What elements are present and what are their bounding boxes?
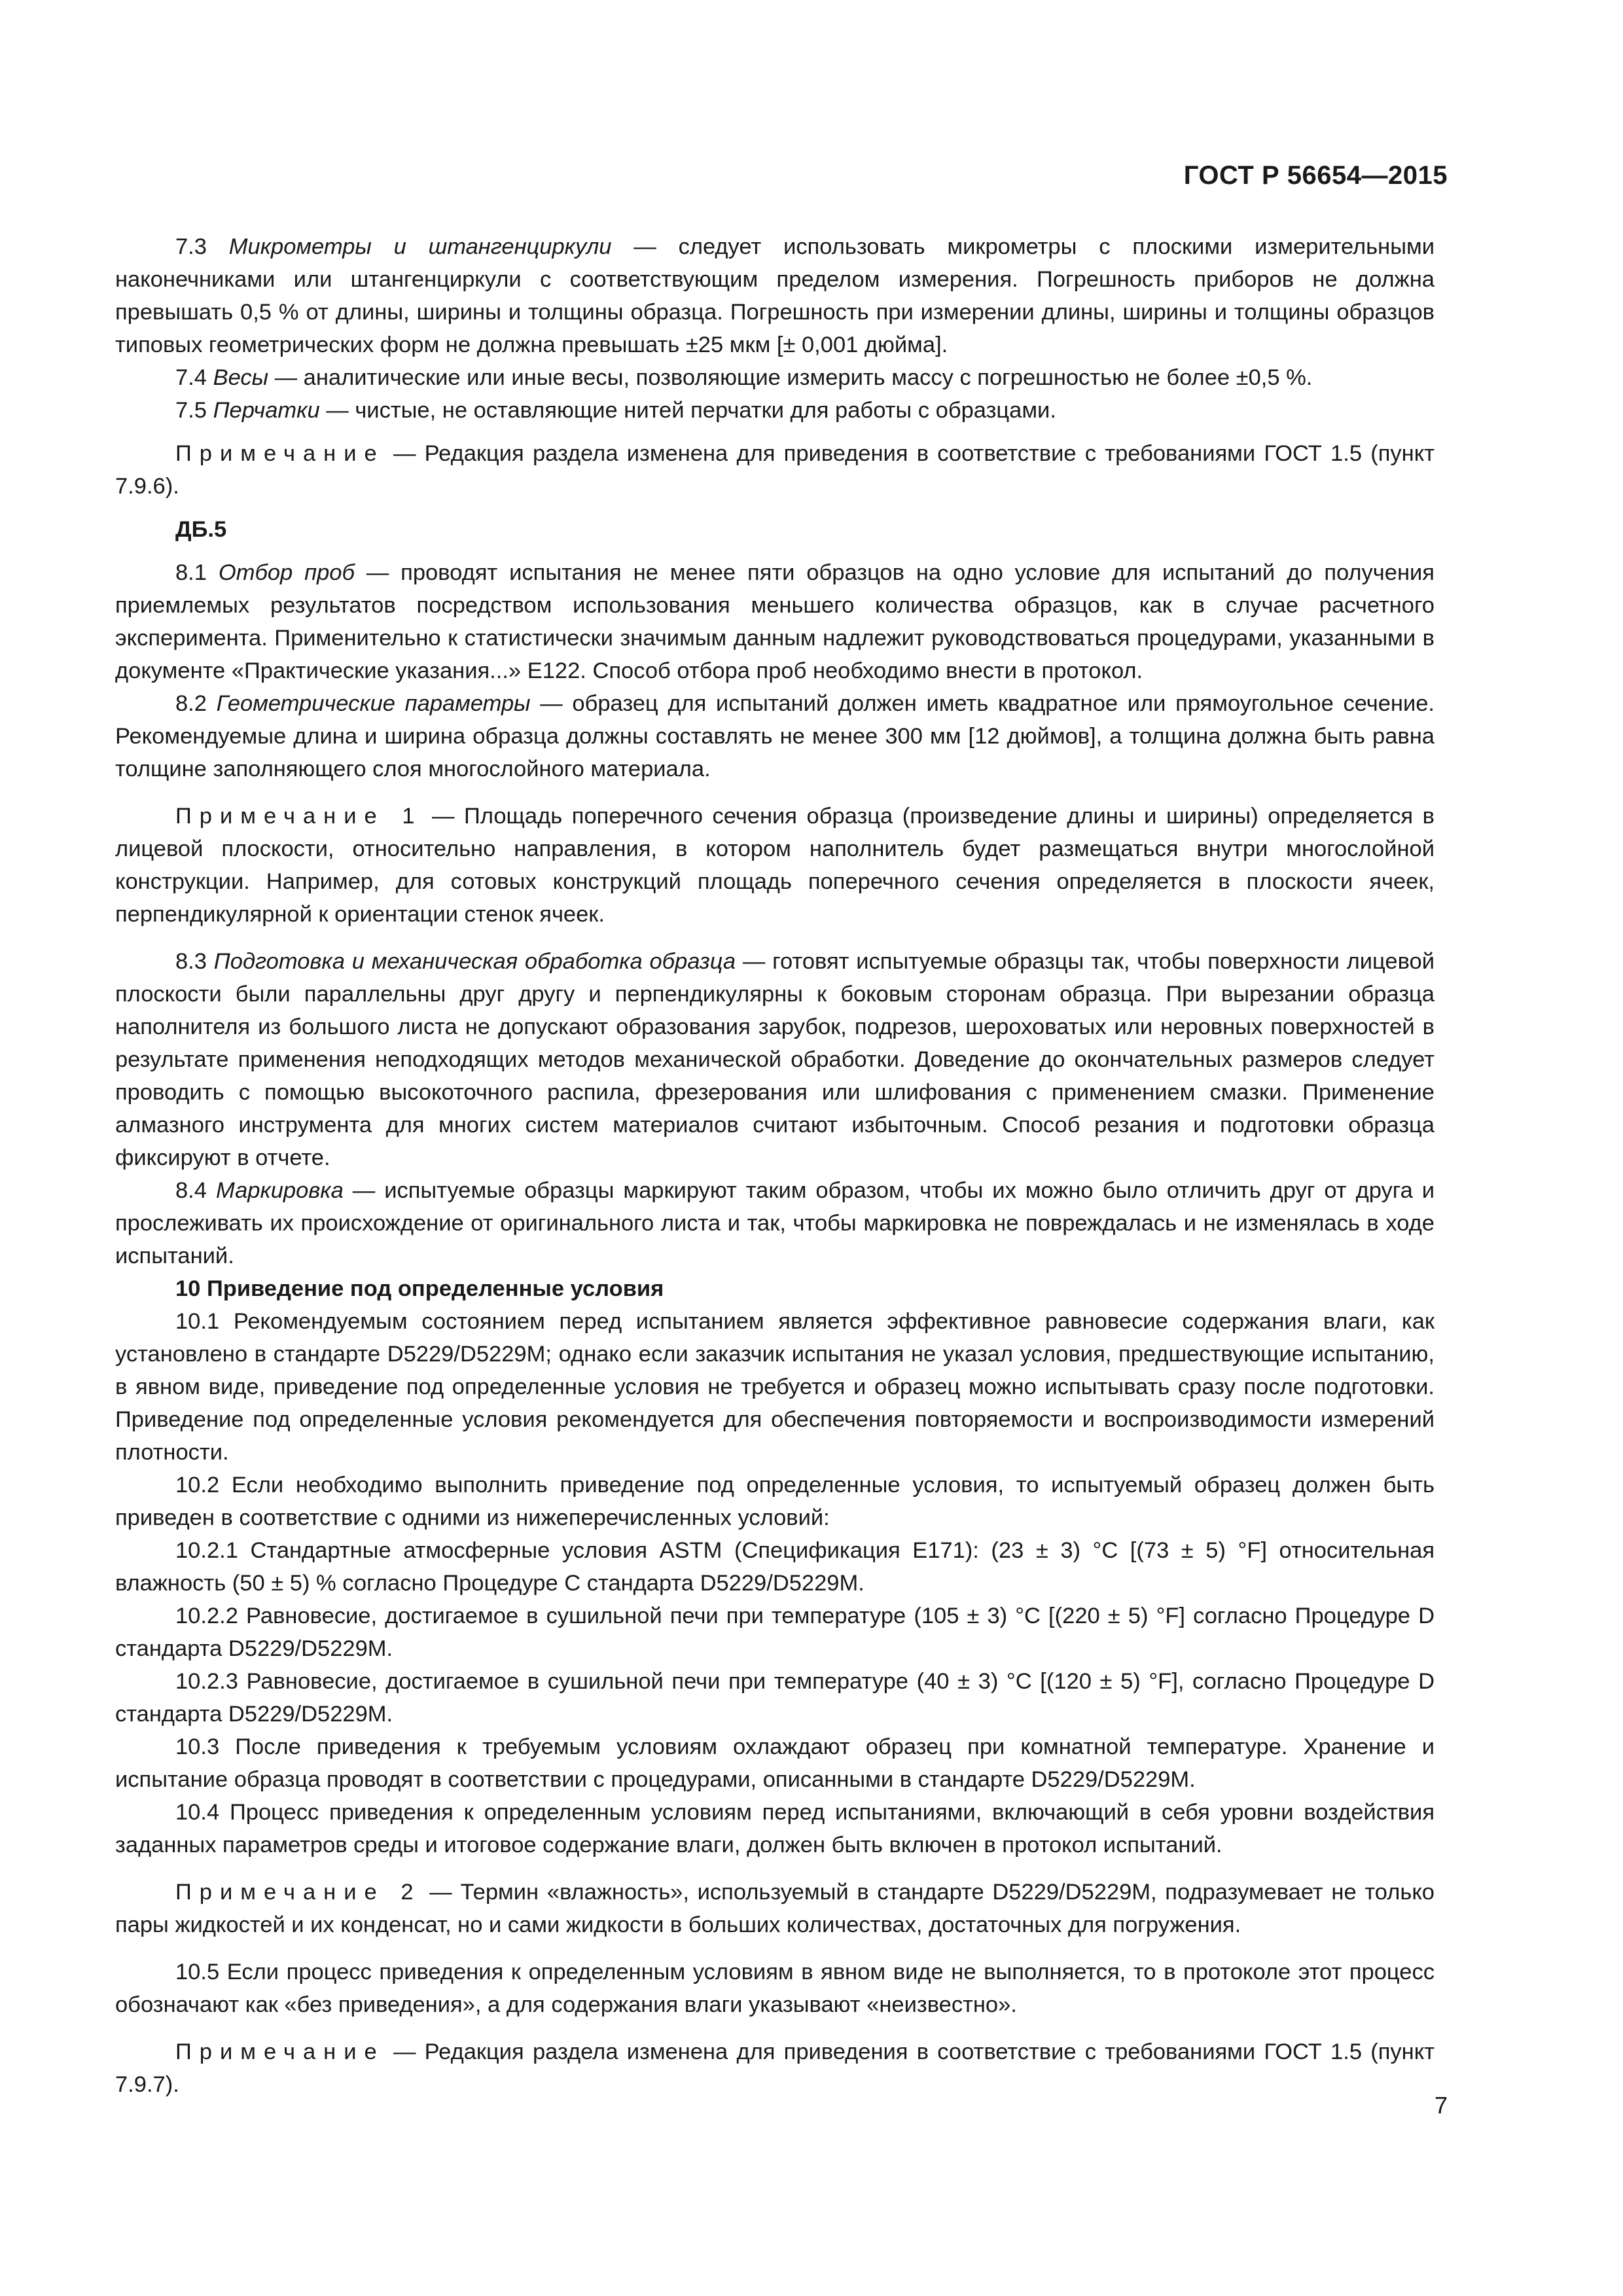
paragraph-8-1 (115, 556, 1435, 687)
paragraph-7-4 (115, 361, 1435, 394)
clause-text: — аналитические или иные весы, позволяющие измерить массу с погрешностью не более ±0,5 %. (268, 365, 1313, 390)
note-label: Примечание 1 (175, 804, 423, 829)
clause-number: 10.1 (175, 1309, 220, 1334)
paragraph-7-5 (115, 394, 1435, 427)
clause-number: 8.4 (175, 1178, 207, 1203)
clause-text: Равновесие, достигаемое в сушильной печи при температуре (40 ± 3) °C [(120 ± 5) °F], согласно Процедуре D стандарта D5229/D5229M. (115, 1669, 1435, 1727)
note-text: — Редакция раздела изменена для приведения в соответствие с требованиями ГОСТ 1.5 (пункт 7.9.6). (115, 441, 1435, 499)
clause-number: 8.1 (175, 560, 207, 585)
clause-number: 10.2.2 (175, 1604, 238, 1628)
paragraph-7-3 (115, 230, 1435, 361)
clause-term: Весы (213, 365, 269, 390)
paragraph-10-4 (115, 1796, 1435, 1861)
clause-number: 7.3 (175, 234, 207, 259)
paragraph-10-2-2 (115, 1600, 1435, 1665)
clause-text: — испытуемые образцы маркируют таким образом, чтобы их можно было отличить друг от друга и прослеживать их происхождение от оригинального листа и так, чтобы маркировка не повреждалась и не изменялась в ходе испытаний. (115, 1178, 1435, 1268)
clause-text: — следует использовать микрометры с плоскими измерительными наконечниками или штангенциркули с соответствующим пределом измерения. Погрешность приборов не должна превышать 0,5 % от длины, ширины и толщины образца. Погрешность при измерении длины, ширины и толщины образцов типовых геометрических форм не должна превышать ±25 мкм [± 0,001 дюйма]. (115, 234, 1435, 357)
paragraph-10-3 (115, 1731, 1435, 1796)
clause-term: Подготовка и механическая обработка образца (213, 949, 736, 974)
clause-number: 10.5 (175, 1960, 220, 1984)
paragraph-10-2-3 (115, 1665, 1435, 1731)
note-text: — Термин «влажность», используемый в стандарте D5229/D5229M, подразумевает не только пары жидкостей и их конденсат, но и сами жидкости в больших количествах, достаточных для погружения. (115, 1880, 1435, 1937)
clause-number: 10.3 (175, 1734, 220, 1759)
clause-text: — проводят испытания не менее пяти образцов на одно условие для испытаний до получения приемлемых результатов посредством использования меньшего количества образцов, как в случае расчетного эксперимента. Применительно к статистически значимым данным надлежит руководствоваться процедурами, указанными в документе «Практические указания...» Е122. Способ отбора проб необходимо внести в протокол. (115, 560, 1435, 683)
note-text: — Площадь поперечного сечения образца (произведение длины и ширины) определяется в лицевой плоскости, относительно направления, в котором наполнитель будет размещаться внутри многослойной конструкции. Например, для сотовых конструкций площадь поперечного сечения определяется в плоскости ячеек, перпендикулярной к ориентации стенок ячеек. (115, 804, 1435, 927)
note-label: Примечание 2 (175, 1880, 421, 1905)
note-1 (115, 800, 1435, 931)
paragraph-8-3 (115, 945, 1435, 1174)
clause-term: Геометрические параметры (216, 691, 531, 716)
note-label: Примечание (175, 441, 385, 466)
clause-text: Стандартные атмосферные условия ASTM (Спецификация E171): (23 ± 3) °C [(73 ± 5) °F] относительная влажность (50 ± 5) % согласно Процедуре C стандарта D5229/D5229M. (115, 1538, 1435, 1596)
clause-number: 10.4 (175, 1800, 220, 1825)
paragraph-8-4 (115, 1174, 1435, 1272)
clause-term: Маркировка (215, 1178, 344, 1203)
clause-number: 8.3 (175, 949, 207, 974)
clause-text: Если необходимо выполнить приведение под определенные условия, то испытуемый образец должен быть приведен в соответствие с одними из нижеперечисленных условий: (115, 1473, 1435, 1530)
clause-number: 7.5 (175, 398, 207, 423)
note-label: Примечание (175, 2039, 385, 2064)
clause-number: 10.2 (175, 1473, 220, 1498)
clause-text: — готовят испытуемые образцы так, чтобы поверхности лицевой плоскости были параллельны друг другу и перпендикулярны к боковым сторонам образца. При вырезании образца наполнителя из большого листа не допускают образования зарубок, подрезов, шероховатых или неровных поверхностей в результате применения неподходящих методов механической обработки. Доведение до окончательных размеров следует проводить с помощью высокоточного распила, фрезерования или шлифования с применением смазки. Применение алмазного инструмента для многих систем материалов считают избыточным. Способ резания и подготовки образца фиксируют в отчете. (115, 949, 1435, 1170)
clause-text: Процесс приведения к определенным условиям перед испытаниями, включающий в себя уровни воздействия заданных параметров среды и итоговое содержание влаги, должен быть включен в протокол испытаний. (115, 1800, 1435, 1857)
clause-term: Микрометры и штангенциркули (228, 234, 612, 259)
clause-term: Перчатки (213, 398, 320, 423)
paragraph-10-5 (115, 1956, 1435, 2021)
note (115, 437, 1435, 503)
body-text (115, 230, 1435, 2101)
note-final (115, 2036, 1435, 2101)
section-heading-db5: ДБ.5 (175, 517, 227, 542)
clause-text: — образец для испытаний должен иметь квадратное или прямоугольное сечение. Рекомендуемые длина и ширина образца должны составлять не менее 300 мм [12 дюймов], а толщина должна быть равна толщине заполняющего слоя многослойного материала. (115, 691, 1435, 781)
clause-number: 10.2.1 (175, 1538, 238, 1563)
clause-term: Отбор проб (218, 560, 355, 585)
clause-text: Рекомендуемым состоянием перед испытанием является эффективное равновесие содержания влаги, как установлено в стандарте D5229/D5229M; однако если заказчик испытания не указал условия, предшествующие испытанию, в явном виде, приведение под определенные условия не требуется и образец можно испытывать сразу после подготовки. Приведение под определенные условия рекомендуется для обеспечения повторяемости и воспроизводимости измерений плотности. (115, 1309, 1435, 1465)
paragraph-10-2-1 (115, 1534, 1435, 1600)
paragraph-8-2 (115, 687, 1435, 785)
document-id: ГОСТ Р 56654—2015 (1183, 161, 1448, 190)
paragraph-10-2 (115, 1469, 1435, 1534)
clause-text: Равновесие, достигаемое в сушильной печи при температуре (105 ± 3) °C [(220 ± 5) °F] согласно Процедуре D стандарта D5229/D5229M. (115, 1604, 1435, 1661)
note-2 (115, 1876, 1435, 1941)
clause-text: — чистые, не оставляющие нитей перчатки для работы с образцами. (319, 398, 1056, 423)
clause-number: 10.2.3 (175, 1669, 238, 1694)
page-number: 7 (1434, 2092, 1448, 2119)
clause-number: 7.4 (175, 365, 207, 390)
paragraph-10-1 (115, 1305, 1435, 1469)
section-heading-10: 10 Приведение под определенные условия (175, 1276, 664, 1301)
clause-text: После приведения к требуемым условиям охлаждают образец при комнатной температуре. Хранение и испытание образца проводят в соответствии с процедурами, описанными в стандарте D5229/D5229M. (115, 1734, 1435, 1792)
clause-text: Если процесс приведения к определенным условиям в явном виде не выполняется, то в протоколе этот процесс обозначают как «без приведения», а для содержания влаги указывают «неизвестно». (115, 1960, 1435, 2017)
clause-number: 8.2 (175, 691, 207, 716)
note-text: — Редакция раздела изменена для приведения в соответствие с требованиями ГОСТ 1.5 (пункт 7.9.7). (115, 2039, 1435, 2097)
